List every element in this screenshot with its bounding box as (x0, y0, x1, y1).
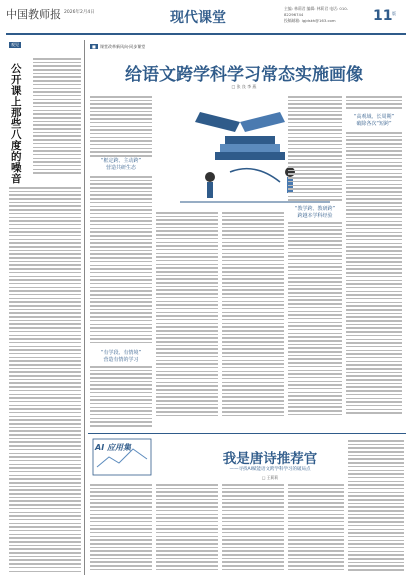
main-tag-marker: ■ (92, 44, 96, 49)
pullquote-3: “高观域、长周期” 破除各次“短跨” (353, 114, 395, 127)
bottom-text-col5 (348, 440, 404, 573)
pullquote-2: “有学段、有情境” 营造有情的学习 (100, 350, 142, 363)
main-text-col5-b (346, 132, 402, 416)
main-text-col2 (156, 212, 218, 419)
bottom-byline: □ 王莉莉 (261, 475, 279, 480)
page-number: 11 (373, 8, 393, 24)
top-rule (6, 33, 406, 35)
pullquote-1: “框定跨、主动跨” 营造共研生态 (100, 158, 142, 171)
bottom-text-col2 (156, 484, 218, 573)
main-byline: □ 张 良 李 燕 (231, 84, 257, 89)
page-label: 版 (392, 11, 396, 16)
main-text-col3 (222, 212, 284, 419)
main-text-col4-b (288, 222, 342, 417)
main-text-col1-b (90, 176, 152, 346)
left-column (6, 42, 82, 577)
ai-application-badge: AI 应用集 (91, 437, 153, 477)
editor-info: 主编: 林莉君 编辑: 林莉君 电话: 010-82296744 投稿邮箱: lgjdskh@163.com (284, 6, 349, 23)
masthead (0, 0, 412, 34)
main-text-col1-c (90, 366, 152, 429)
bottom-subheadline: ——寻找AI赋能语文跨学科学习的破局点 (229, 467, 311, 472)
main-text-col5-a (346, 96, 402, 111)
column-tag: 观见 (11, 42, 19, 47)
bottom-text-col4 (288, 484, 344, 573)
bottom-headline: 我是唐诗推荐官 (222, 451, 318, 467)
main-article-tag: 课堂改革新风向·同步课堂 (100, 44, 146, 49)
newspaper-brand: 中国教师报 (6, 8, 61, 21)
main-text-col1-a (90, 96, 152, 159)
left-headline: 公开课上那些八度的噪音 (11, 63, 22, 185)
bottom-article-divider (88, 433, 406, 434)
column-divider-left (84, 40, 85, 575)
left-text-top (33, 58, 81, 176)
bottom-text-col1 (90, 484, 152, 573)
left-text-body (9, 187, 81, 574)
bottom-text-col3 (222, 484, 284, 573)
main-headline: 给语文跨学科学习常态实施画像 (125, 65, 363, 85)
main-text-col4-a (288, 96, 342, 203)
pullquote-4: “教学跨、教研跨” 跨越本学科经验 (294, 206, 336, 219)
issue-date: 2026年2月4日 (64, 10, 95, 15)
section-title: 现代课堂 (170, 10, 226, 26)
